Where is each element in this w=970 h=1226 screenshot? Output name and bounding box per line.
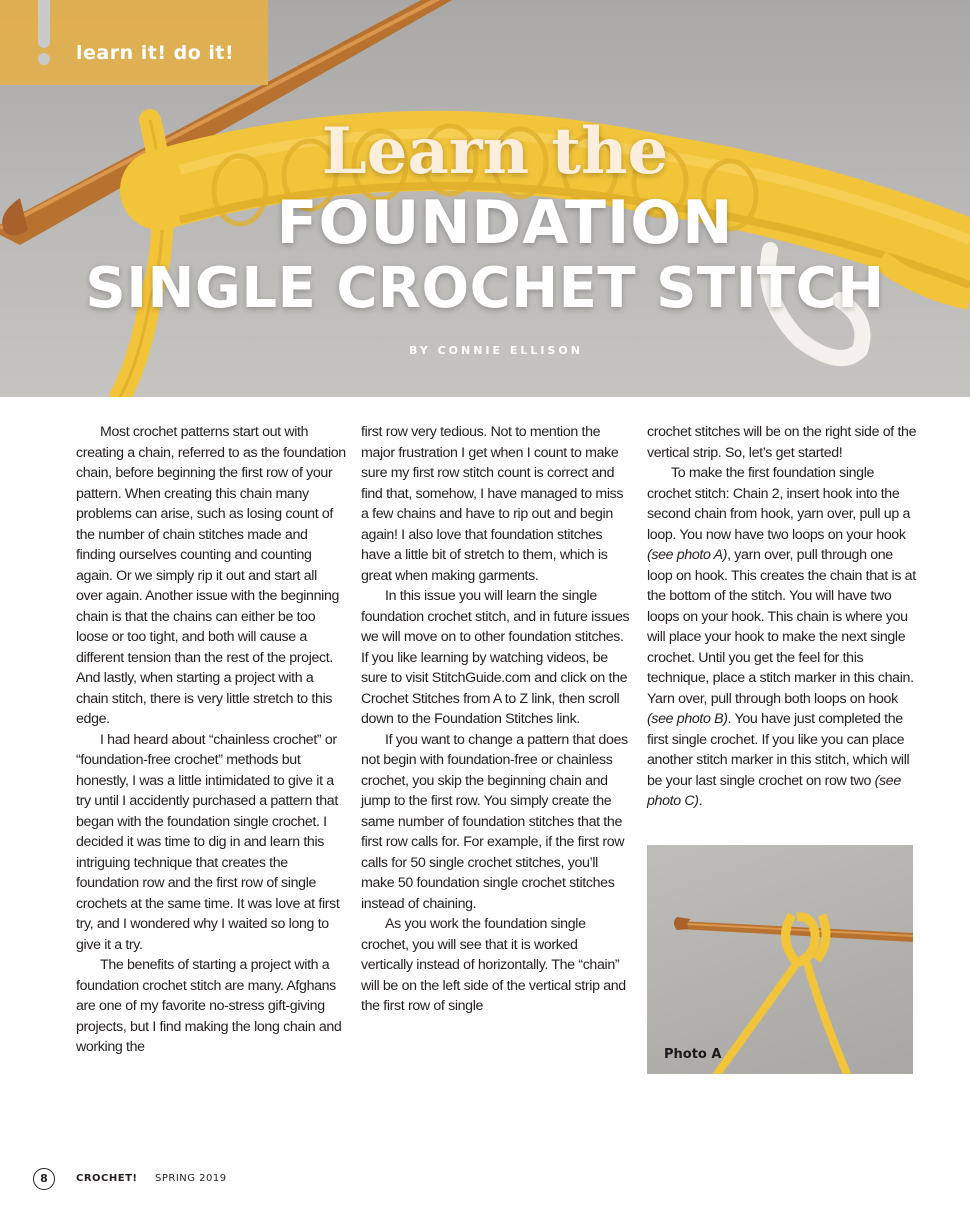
photo-reference: (see photo B): [647, 711, 728, 727]
yarn-strand: [807, 963, 847, 1074]
article-column-2: [361, 422, 631, 1017]
photo-a-illustration: [647, 845, 913, 1074]
paragraph: I had heard about “chainless crochet” or “foundation-free crochet” methods but honestly, I was a little intimidated to give it a try until I accidently purchased a pattern that began with the foundation single crochet. I decided it was time to dig in and learn this intriguing technique that creates the foundation row and the first row of single crochets at the same time. It was love at first try, and I wondered why I waited so long to give it a try.: [76, 731, 340, 953]
paragraph-text: , yarn over, pull through one loop on hook. This creates the chain that is at the bottom of the stitch. You will have two loops on your hook. This chain is where you will place your hook to make the next single crochet. Until you get the feel for this technique, place a stitch marker in this chain. Yarn over, pull through both loops on hook: [647, 547, 916, 707]
exclamation-dot-icon: [38, 53, 50, 65]
byline: BY CONNIE ELLISON: [409, 344, 583, 357]
section-tab-label: learn it! do it!: [76, 42, 235, 64]
page-number: 8: [33, 1168, 55, 1190]
yarn-loops: [786, 915, 816, 963]
paragraph-text: . You have just completed the first single crochet. If you like you can place another stitch marker in this stitch, which will be your last single crochet on row two: [647, 711, 910, 789]
yarn-tail: [717, 963, 797, 1074]
title-line-1: Learn the: [321, 114, 669, 189]
title-line-2: FOUNDATION: [276, 188, 734, 258]
photo-reference: (see photo C): [647, 772, 901, 809]
title-line-3: SINGLE CROCHET STITCH: [85, 256, 885, 321]
paragraph-text: .: [698, 793, 703, 809]
paragraph: The benefits of starting a project with a foundation crochet stitch are many. Afghans are one of my favorite no-stress gift-giving projects, but I find making the long chain and working the: [76, 957, 342, 1055]
crochet-hook-shaft: [679, 921, 913, 942]
paragraph: As you work the foundation single crochet, you will see that it is worked vertically instead of horizontally. The “chain” will be on the left side of the vertical strip and the first row of single: [361, 916, 626, 1014]
paragraph: crochet stitches will be on the right side of the vertical strip. So, let’s get started!: [647, 424, 917, 461]
photo-label: Photo A: [664, 1047, 722, 1062]
exclamation-icon: [38, 0, 50, 48]
paragraph: Most crochet patterns start out with creating a chain, referred to as the foundation chain, before beginning the first row of your pattern. When creating this chain many problems can arise, such as losing count of the number of chain stitches made and finding ourselves counting and counting again. Or we simply rip it out and start all over again. Another issue with the beginning chain is that the chains can either be too loose or too tight, and both will cause a different tension than the rest of the project. And lastly, when starting a project with a chain stitch, there is very little stretch to this edge.: [76, 424, 346, 727]
paragraph: If you want to change a pattern that does not begin with foundation-free or chainless crochet, you skip the beginning chain and jump to the first row. You simply create the same number of foundation stitches that the first row calls for. For example, if the first row calls for 50 single crochet stitches, you’ll make 50 foundation single crochet stitches instead of chaining.: [361, 731, 628, 912]
paragraph: first row very tedious. Not to mention the major frustration I get when I count to make sure my first row stitch count is correct and find that, somehow, I have managed to miss a few chains and have to rip out and begin again! I also love that foundation stitches have a little bit of stretch to them, which is great when making garments.: [361, 424, 624, 584]
article-column-1: [76, 422, 346, 1058]
photo-a: [647, 845, 913, 1074]
paragraph-text: To make the first foundation single crochet stitch: Chain 2, insert hook into the second chain from hook, yarn over, pull up a loop. You now have two loops on your hook: [647, 465, 910, 543]
paragraph: In this issue you will learn the single foundation crochet stitch, and in future issues we will move on to other foundation stitches. If you like learning by watching videos, be sure to visit StitchGuide.com and click on the Crochet Stitches from A to Z link, then scroll down to the Foundation Stitches link.: [361, 588, 630, 727]
photo-reference: (see photo A): [647, 547, 728, 563]
magazine-name: CROCHET!: [76, 1173, 138, 1184]
article-column-3: [647, 422, 917, 812]
paragraph: [647, 463, 917, 812]
issue-date: SPRING 2019: [155, 1173, 227, 1184]
